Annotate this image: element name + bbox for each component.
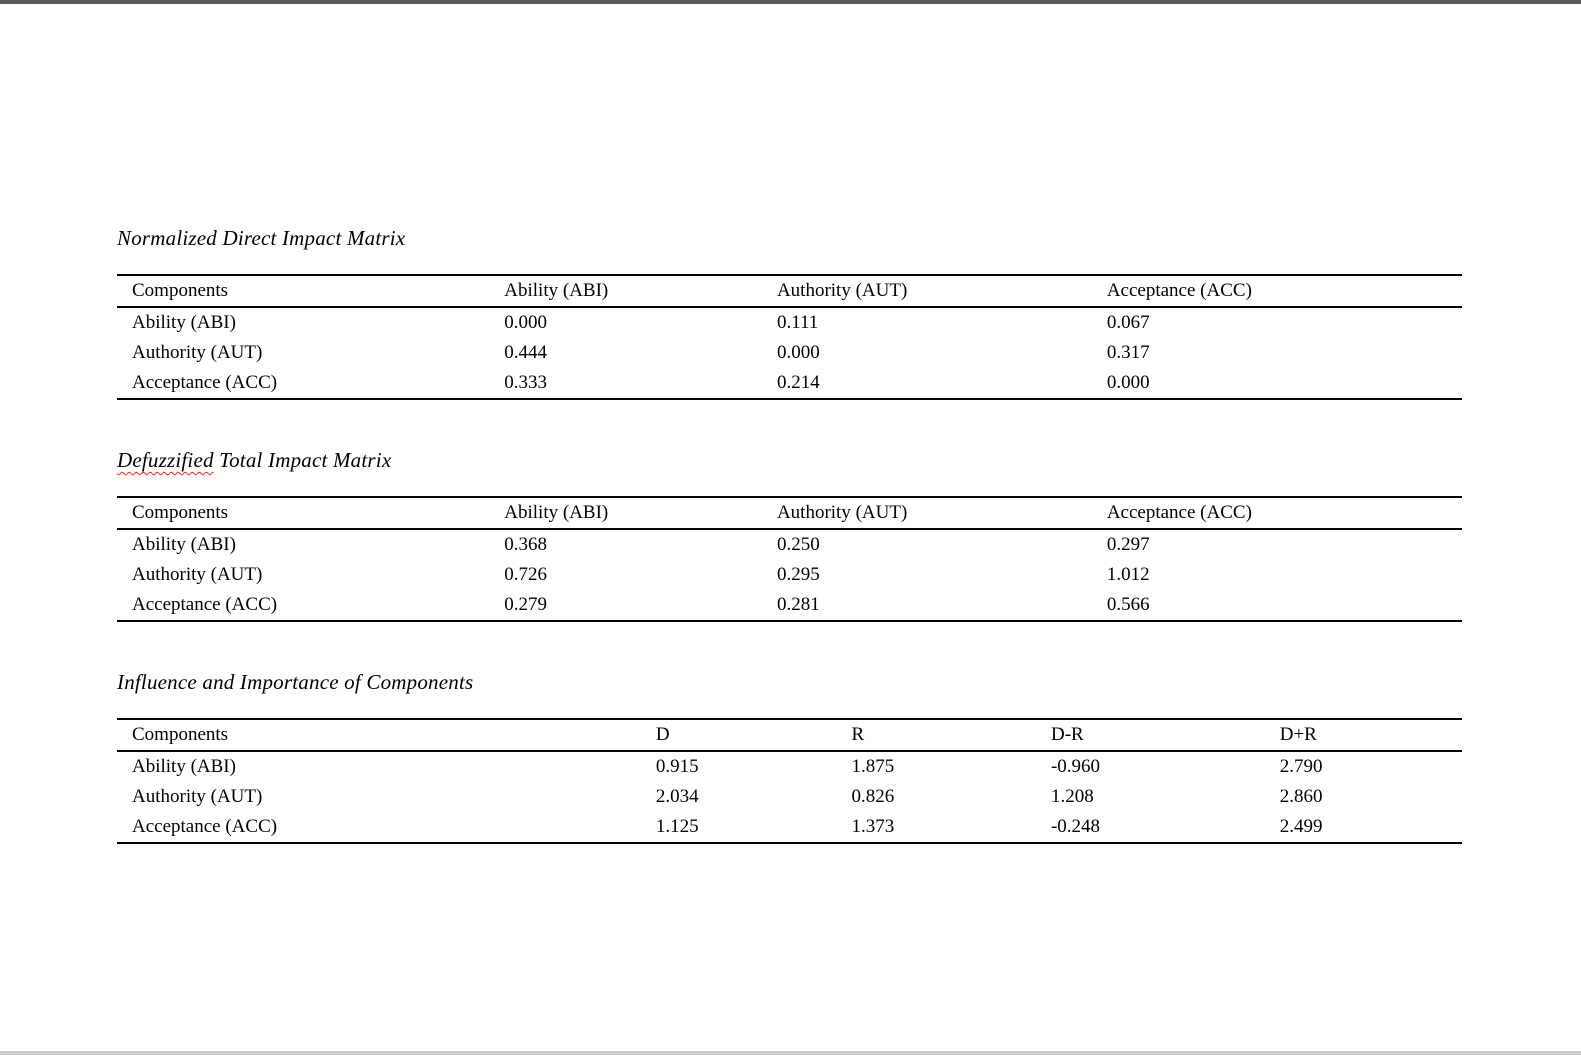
cell-value: 2.790 <box>1279 756 1323 777</box>
table-header-row <box>117 275 1462 307</box>
cell-value: 0.111 <box>776 312 819 333</box>
section-title-normalized-direct-impact-matrix: Normalized Direct Impact Matrix <box>117 226 406 250</box>
table-row <box>117 368 1462 399</box>
row-label: Authority (AUT) <box>132 342 263 363</box>
cell-value: 0.250 <box>776 534 820 555</box>
table-row <box>117 751 1462 782</box>
row-label: Acceptance (ACC) <box>132 372 278 393</box>
cell-value: 1.875 <box>851 756 895 777</box>
column-header-acceptance: Acceptance (ACC) <box>1107 497 1462 529</box>
misspelled-word: Defuzzified <box>117 448 214 472</box>
table-row <box>117 782 1462 812</box>
cell-value: -0.248 <box>1050 816 1101 837</box>
column-header-r: R <box>851 719 1051 751</box>
cell-value: 2.499 <box>1279 816 1323 837</box>
cell-value: 0.915 <box>655 756 699 777</box>
cell-value: 0.281 <box>776 594 820 615</box>
column-header-d-minus-r: D-R <box>1051 719 1280 751</box>
section-title-defuzzified-total-impact-matrix <box>117 445 1462 475</box>
defuzzified-total-impact-table <box>117 496 1462 622</box>
document-text-area[interactable] <box>117 0 1462 844</box>
influence-importance-table <box>117 718 1462 844</box>
cell-value: 1.208 <box>1050 786 1094 807</box>
normalized-direct-impact-table <box>117 274 1462 400</box>
row-label: Ability (ABI) <box>132 534 236 555</box>
column-header-authority: Authority (AUT) <box>777 497 1107 529</box>
cell-value: 0.295 <box>776 564 820 585</box>
bottom-border-bar <box>0 1051 1581 1055</box>
table-header-row <box>117 497 1462 529</box>
cell-value: 0.297 <box>1106 534 1150 555</box>
table-row <box>117 560 1462 590</box>
column-header-ability: Ability (ABI) <box>504 275 777 307</box>
column-header-components: Components <box>117 719 656 751</box>
cell-value: 0.000 <box>776 342 820 363</box>
cell-value: 0.000 <box>504 312 548 333</box>
table-row <box>117 338 1462 368</box>
cell-value: 0.279 <box>504 594 548 615</box>
row-label: Ability (ABI) <box>132 756 236 777</box>
row-label: Acceptance (ACC) <box>132 816 278 837</box>
cell-value: -0.960 <box>1050 756 1101 777</box>
cell-value: 1.125 <box>655 816 699 837</box>
column-header-acceptance: Acceptance (ACC) <box>1107 275 1462 307</box>
table-row <box>117 812 1462 843</box>
cell-value: 0.067 <box>1106 312 1150 333</box>
row-label: Ability (ABI) <box>132 312 236 333</box>
column-header-d-plus-r: D+R <box>1280 719 1462 751</box>
cell-value: 2.034 <box>655 786 699 807</box>
section-title-rest: Total Impact Matrix <box>213 448 392 472</box>
column-header-components: Components <box>117 497 504 529</box>
row-label: Acceptance (ACC) <box>132 594 278 615</box>
cell-value: 0.214 <box>776 372 820 393</box>
cell-value: 1.012 <box>1106 564 1150 585</box>
cell-value: 0.566 <box>1106 594 1150 615</box>
cell-value: 0.726 <box>504 564 548 585</box>
cell-value: 0.333 <box>504 372 548 393</box>
cell-value: 0.444 <box>504 342 548 363</box>
table-row <box>117 529 1462 560</box>
cell-value: 0.826 <box>851 786 895 807</box>
cell-value: 2.860 <box>1279 786 1323 807</box>
column-header-ability: Ability (ABI) <box>504 497 777 529</box>
row-label: Authority (AUT) <box>132 786 263 807</box>
row-label: Authority (AUT) <box>132 564 263 585</box>
table-header-row <box>117 719 1462 751</box>
column-header-components: Components <box>117 275 504 307</box>
cell-value: 0.368 <box>504 534 548 555</box>
table-row <box>117 590 1462 621</box>
section-title-influence-and-importance: Influence and Importance of Components <box>117 670 474 694</box>
cell-value: 0.000 <box>1106 372 1150 393</box>
cell-value: 1.373 <box>851 816 895 837</box>
column-header-authority: Authority (AUT) <box>777 275 1107 307</box>
table-row <box>117 307 1462 338</box>
column-header-d: D <box>656 719 852 751</box>
cell-value: 0.317 <box>1106 342 1150 363</box>
